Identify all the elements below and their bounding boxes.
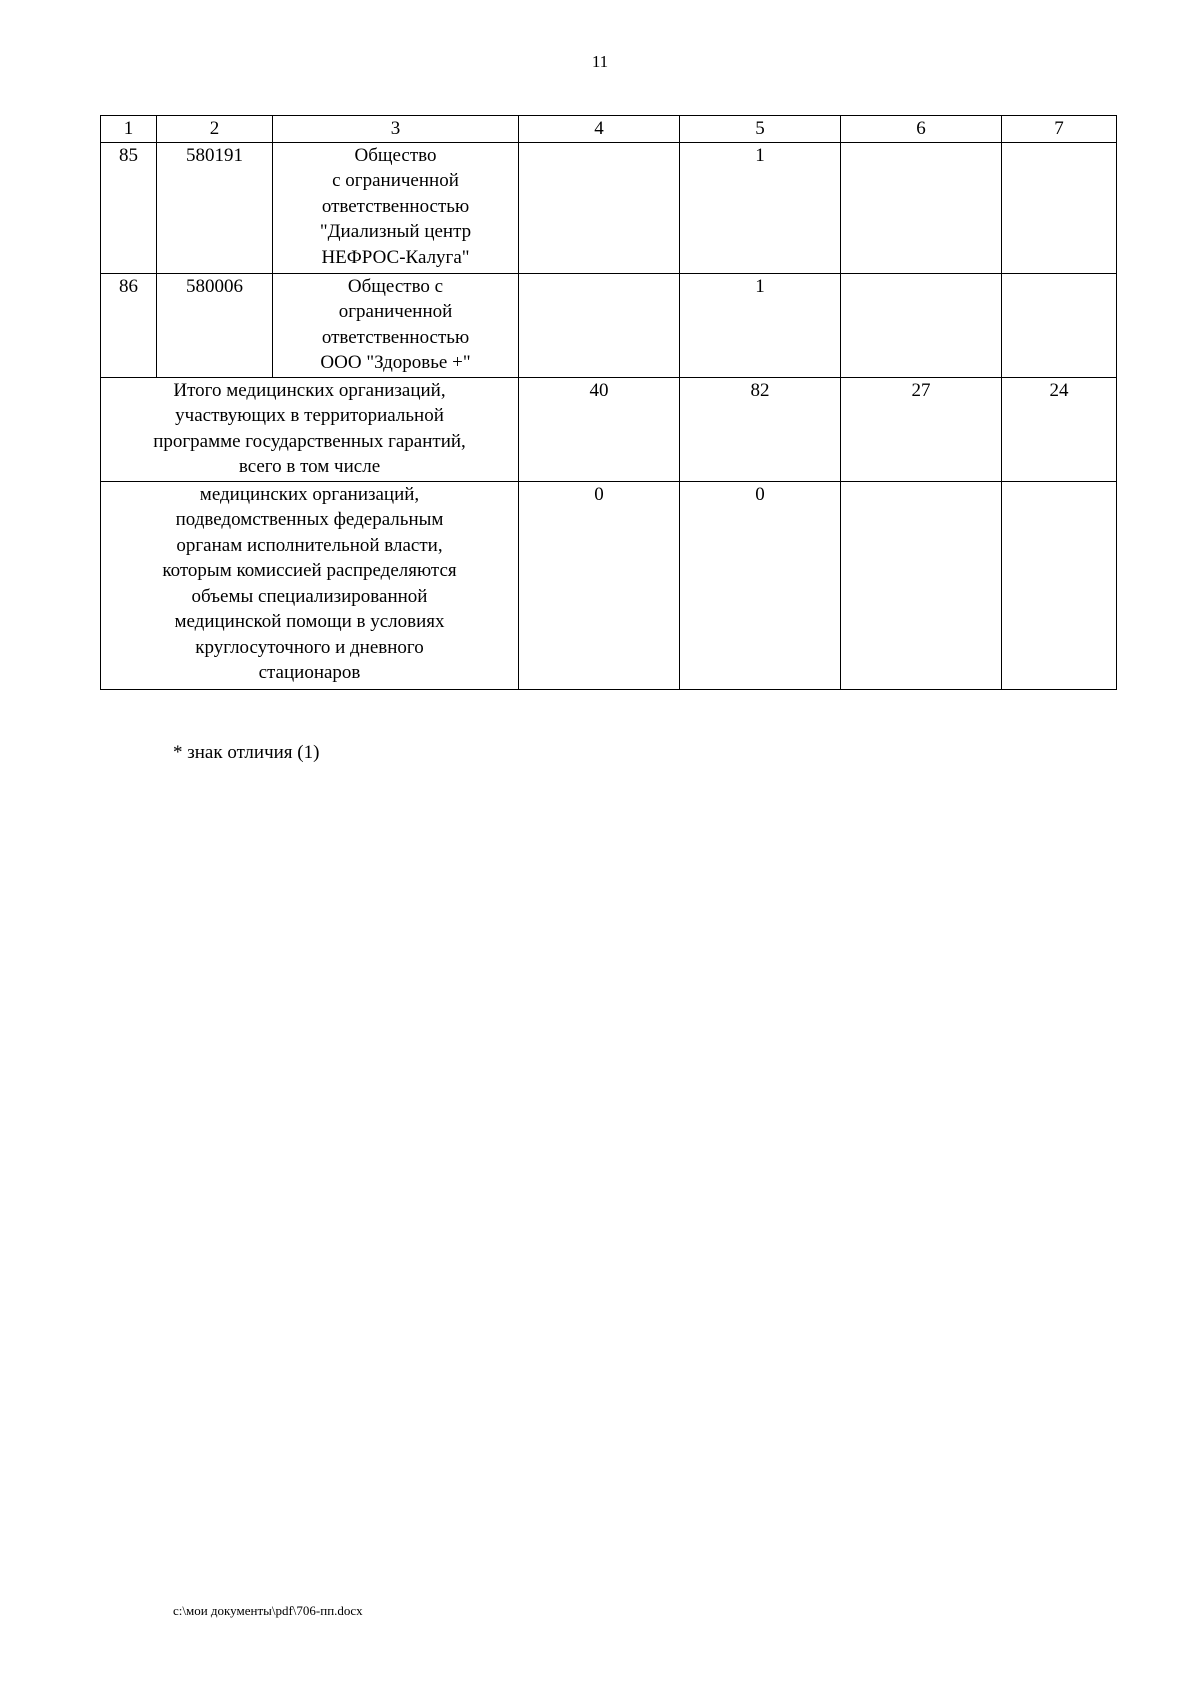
cell-col-6 <box>841 273 1002 377</box>
cell-col-7 <box>1002 142 1117 273</box>
cell-col-7 <box>1002 273 1117 377</box>
column-number-3: 3 <box>273 116 519 143</box>
column-number-7: 7 <box>1002 116 1117 143</box>
federal-col-4: 0 <box>519 481 680 689</box>
total-label: Итого медицинских организаций, участвующих в территориальной программе государственных гарантий, всего в том числе <box>101 377 519 481</box>
total-col-7: 24 <box>1002 377 1117 481</box>
table-row <box>101 142 1117 273</box>
organization-code: 580006 <box>157 273 273 377</box>
organization-name: Общество с ограниченной ответственностью "Диализный центр НЕФРОС-Калуга" <box>273 142 519 273</box>
footer-file-path: c:\мои документы\pdf\706-пп.docx <box>173 1603 363 1618</box>
organization-code: 580191 <box>157 142 273 273</box>
cell-col-4 <box>519 273 680 377</box>
footnote: * знак отличия (1) <box>173 742 320 763</box>
total-col-6: 27 <box>841 377 1002 481</box>
federal-subtotal-label: медицинских организаций, подведомственных федеральным органам исполнительной власти, которым комиссией распределяются объемы специализированной медицинской помощи в условиях круглосуточного и дневного стационаров <box>101 481 519 689</box>
federal-col-5: 0 <box>680 481 841 689</box>
cell-col-4 <box>519 142 680 273</box>
cell-col-5: 1 <box>680 273 841 377</box>
column-number-6: 6 <box>841 116 1002 143</box>
total-col-4: 40 <box>519 377 680 481</box>
row-number: 85 <box>101 142 157 273</box>
organization-name: Общество с ограниченной ответственностью ООО "Здоровье +" <box>273 273 519 377</box>
federal-col-6 <box>841 481 1002 689</box>
page-number: 11 <box>591 52 609 71</box>
table-row <box>101 273 1117 377</box>
total-row <box>101 377 1117 481</box>
cell-col-6 <box>841 142 1002 273</box>
data-table <box>100 115 1117 690</box>
federal-col-7 <box>1002 481 1117 689</box>
total-col-5: 82 <box>680 377 841 481</box>
row-number: 86 <box>101 273 157 377</box>
federal-subtotal-row <box>101 481 1117 689</box>
cell-col-5: 1 <box>680 142 841 273</box>
column-number-row <box>101 116 1117 143</box>
column-number-5: 5 <box>680 116 841 143</box>
column-number-4: 4 <box>519 116 680 143</box>
column-number-1: 1 <box>101 116 157 143</box>
column-number-2: 2 <box>157 116 273 143</box>
